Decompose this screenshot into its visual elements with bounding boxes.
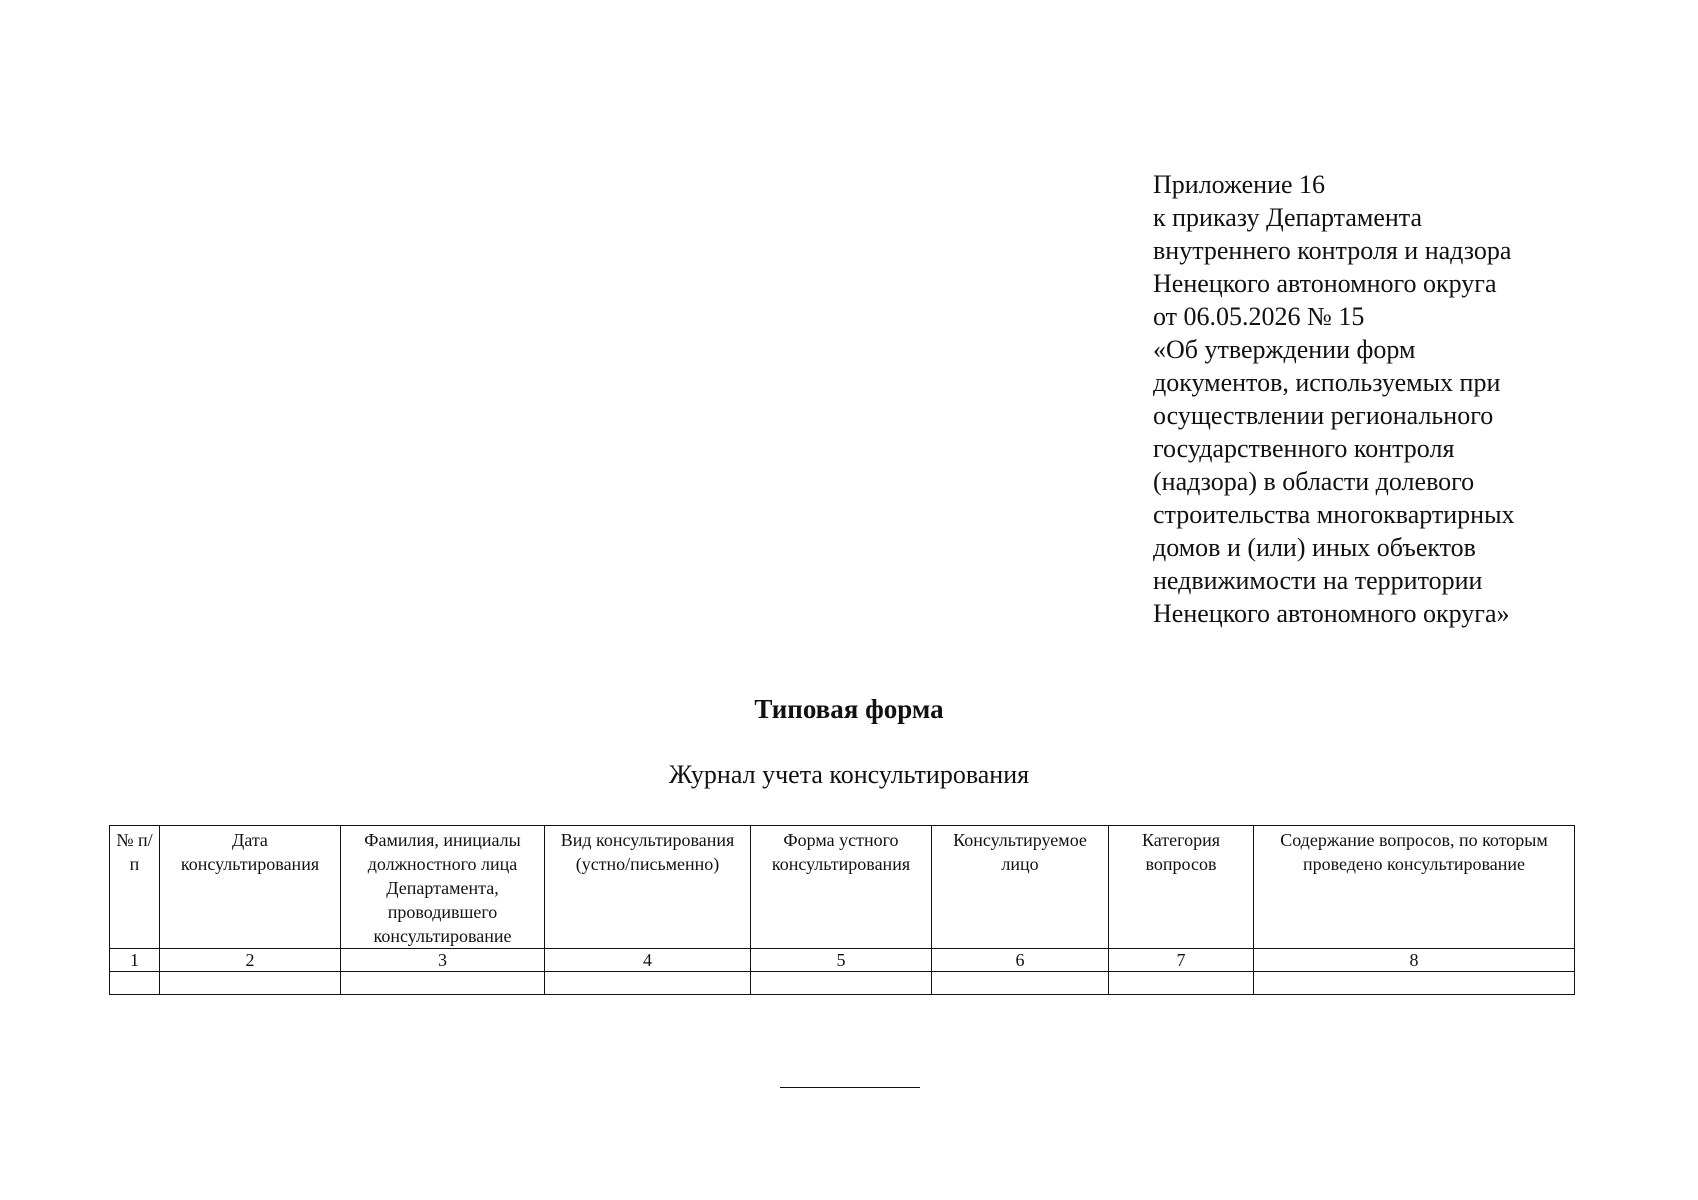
appendix-line: к приказу Департамента: [1153, 203, 1423, 232]
column-number: 4: [545, 949, 751, 972]
appendix-line: документов, используемых при: [1153, 368, 1501, 397]
appendix-line: Ненецкого автономного округа»: [1153, 599, 1510, 628]
appendix-line: Ненецкого автономного округа: [1153, 269, 1497, 298]
header-number: № п/ п: [110, 826, 160, 949]
appendix-line: домов и (или) иных объектов: [1153, 533, 1476, 562]
appendix-line: недвижимости на территории: [1153, 566, 1483, 595]
appendix-block: [1153, 168, 1673, 630]
empty-cell: [932, 972, 1109, 995]
appendix-line: государственного контроля: [1153, 434, 1455, 463]
column-number: 7: [1109, 949, 1254, 972]
empty-cell: [160, 972, 341, 995]
footer-divider: [780, 1087, 920, 1088]
header-content: Содержание вопросов, по которым проведено консультирование: [1254, 826, 1575, 949]
header-official: Фамилия, инициалы должностного лица Департамента, проводившего консультирование: [341, 826, 545, 949]
appendix-line: Приложение 16: [1153, 170, 1326, 199]
table-header-row: [110, 826, 1575, 949]
column-number: 6: [932, 949, 1109, 972]
empty-row: [110, 972, 1575, 995]
header-type: Вид консультирования (устно/письменно): [545, 826, 751, 949]
appendix-line: внутреннего контроля и надзора: [1153, 236, 1512, 265]
column-number: 3: [341, 949, 545, 972]
column-number: 1: [110, 949, 160, 972]
header-date: Дата консультирования: [160, 826, 341, 949]
form-title: Типовая форма: [754, 694, 944, 724]
empty-cell: [545, 972, 751, 995]
appendix-line: «Об утверждении форм: [1153, 335, 1416, 364]
column-number-row: [110, 949, 1575, 972]
empty-cell: [341, 972, 545, 995]
empty-cell: [110, 972, 160, 995]
column-number: 2: [160, 949, 341, 972]
header-category: Категория вопросов: [1109, 826, 1254, 949]
empty-cell: [1254, 972, 1575, 995]
journal-title: Журнал учета консультирования: [668, 760, 1030, 789]
appendix-line: осуществлении регионального: [1153, 401, 1494, 430]
column-number: 8: [1254, 949, 1575, 972]
empty-cell: [1109, 972, 1254, 995]
appendix-line: (надзора) в области долевого: [1153, 467, 1475, 496]
consultation-journal-table: [109, 825, 1575, 995]
appendix-line: строительства многоквартирных: [1153, 500, 1515, 529]
appendix-line: от 06.05.2026 № 15: [1153, 302, 1365, 331]
header-person: Консультируемое лицо: [932, 826, 1109, 949]
column-number: 5: [751, 949, 932, 972]
header-oral-form: Форма устного консультирования: [751, 826, 932, 949]
empty-cell: [751, 972, 932, 995]
